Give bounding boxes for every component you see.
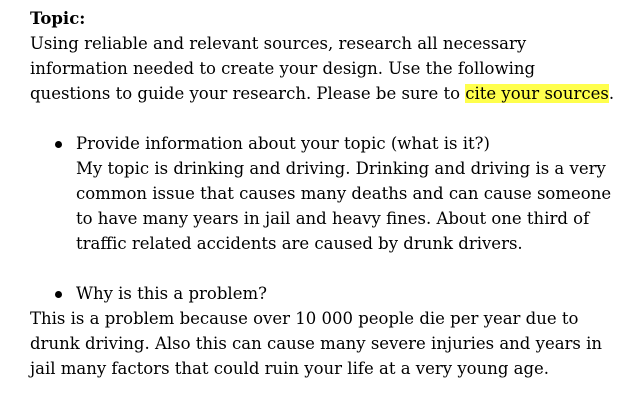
question-item-1: [30, 131, 640, 256]
bullet-icon: [55, 291, 62, 298]
instructions-end: .: [608, 84, 615, 103]
spacer: [30, 106, 640, 131]
question-text-2: Why is this a problem?: [76, 284, 267, 303]
topic-heading: Topic:: [30, 9, 86, 28]
spacer: [30, 256, 640, 281]
highlighted-text: cite your sources: [465, 84, 609, 103]
question-item-2: [30, 281, 640, 381]
bullet-question-1: [30, 131, 640, 156]
instructions-paragraph: [30, 31, 615, 106]
bullet-icon: [55, 141, 62, 148]
answer-text-2: This is a problem because over 10 000 people die per year due to drunk driving. Also this can cause many severe injuries and years in jail many factors that could ruin your life at a very young age.: [30, 309, 603, 378]
bullet-question-2: [30, 281, 640, 306]
question-text-1: Provide information about your topic (what is it?): [76, 134, 490, 153]
instructions-text: Using reliable and relevant sources, research all necessary information needed to create your design. Use the following questions to guide your research. Please be sure to: [30, 34, 536, 103]
answer-text-1: My topic is drinking and driving. Drinking and driving is a very common issue that causes many deaths and can cause someone to have many years in jail and heavy fines. About one third of traffic related accidents are caused by drunk drivers.: [76, 159, 612, 253]
